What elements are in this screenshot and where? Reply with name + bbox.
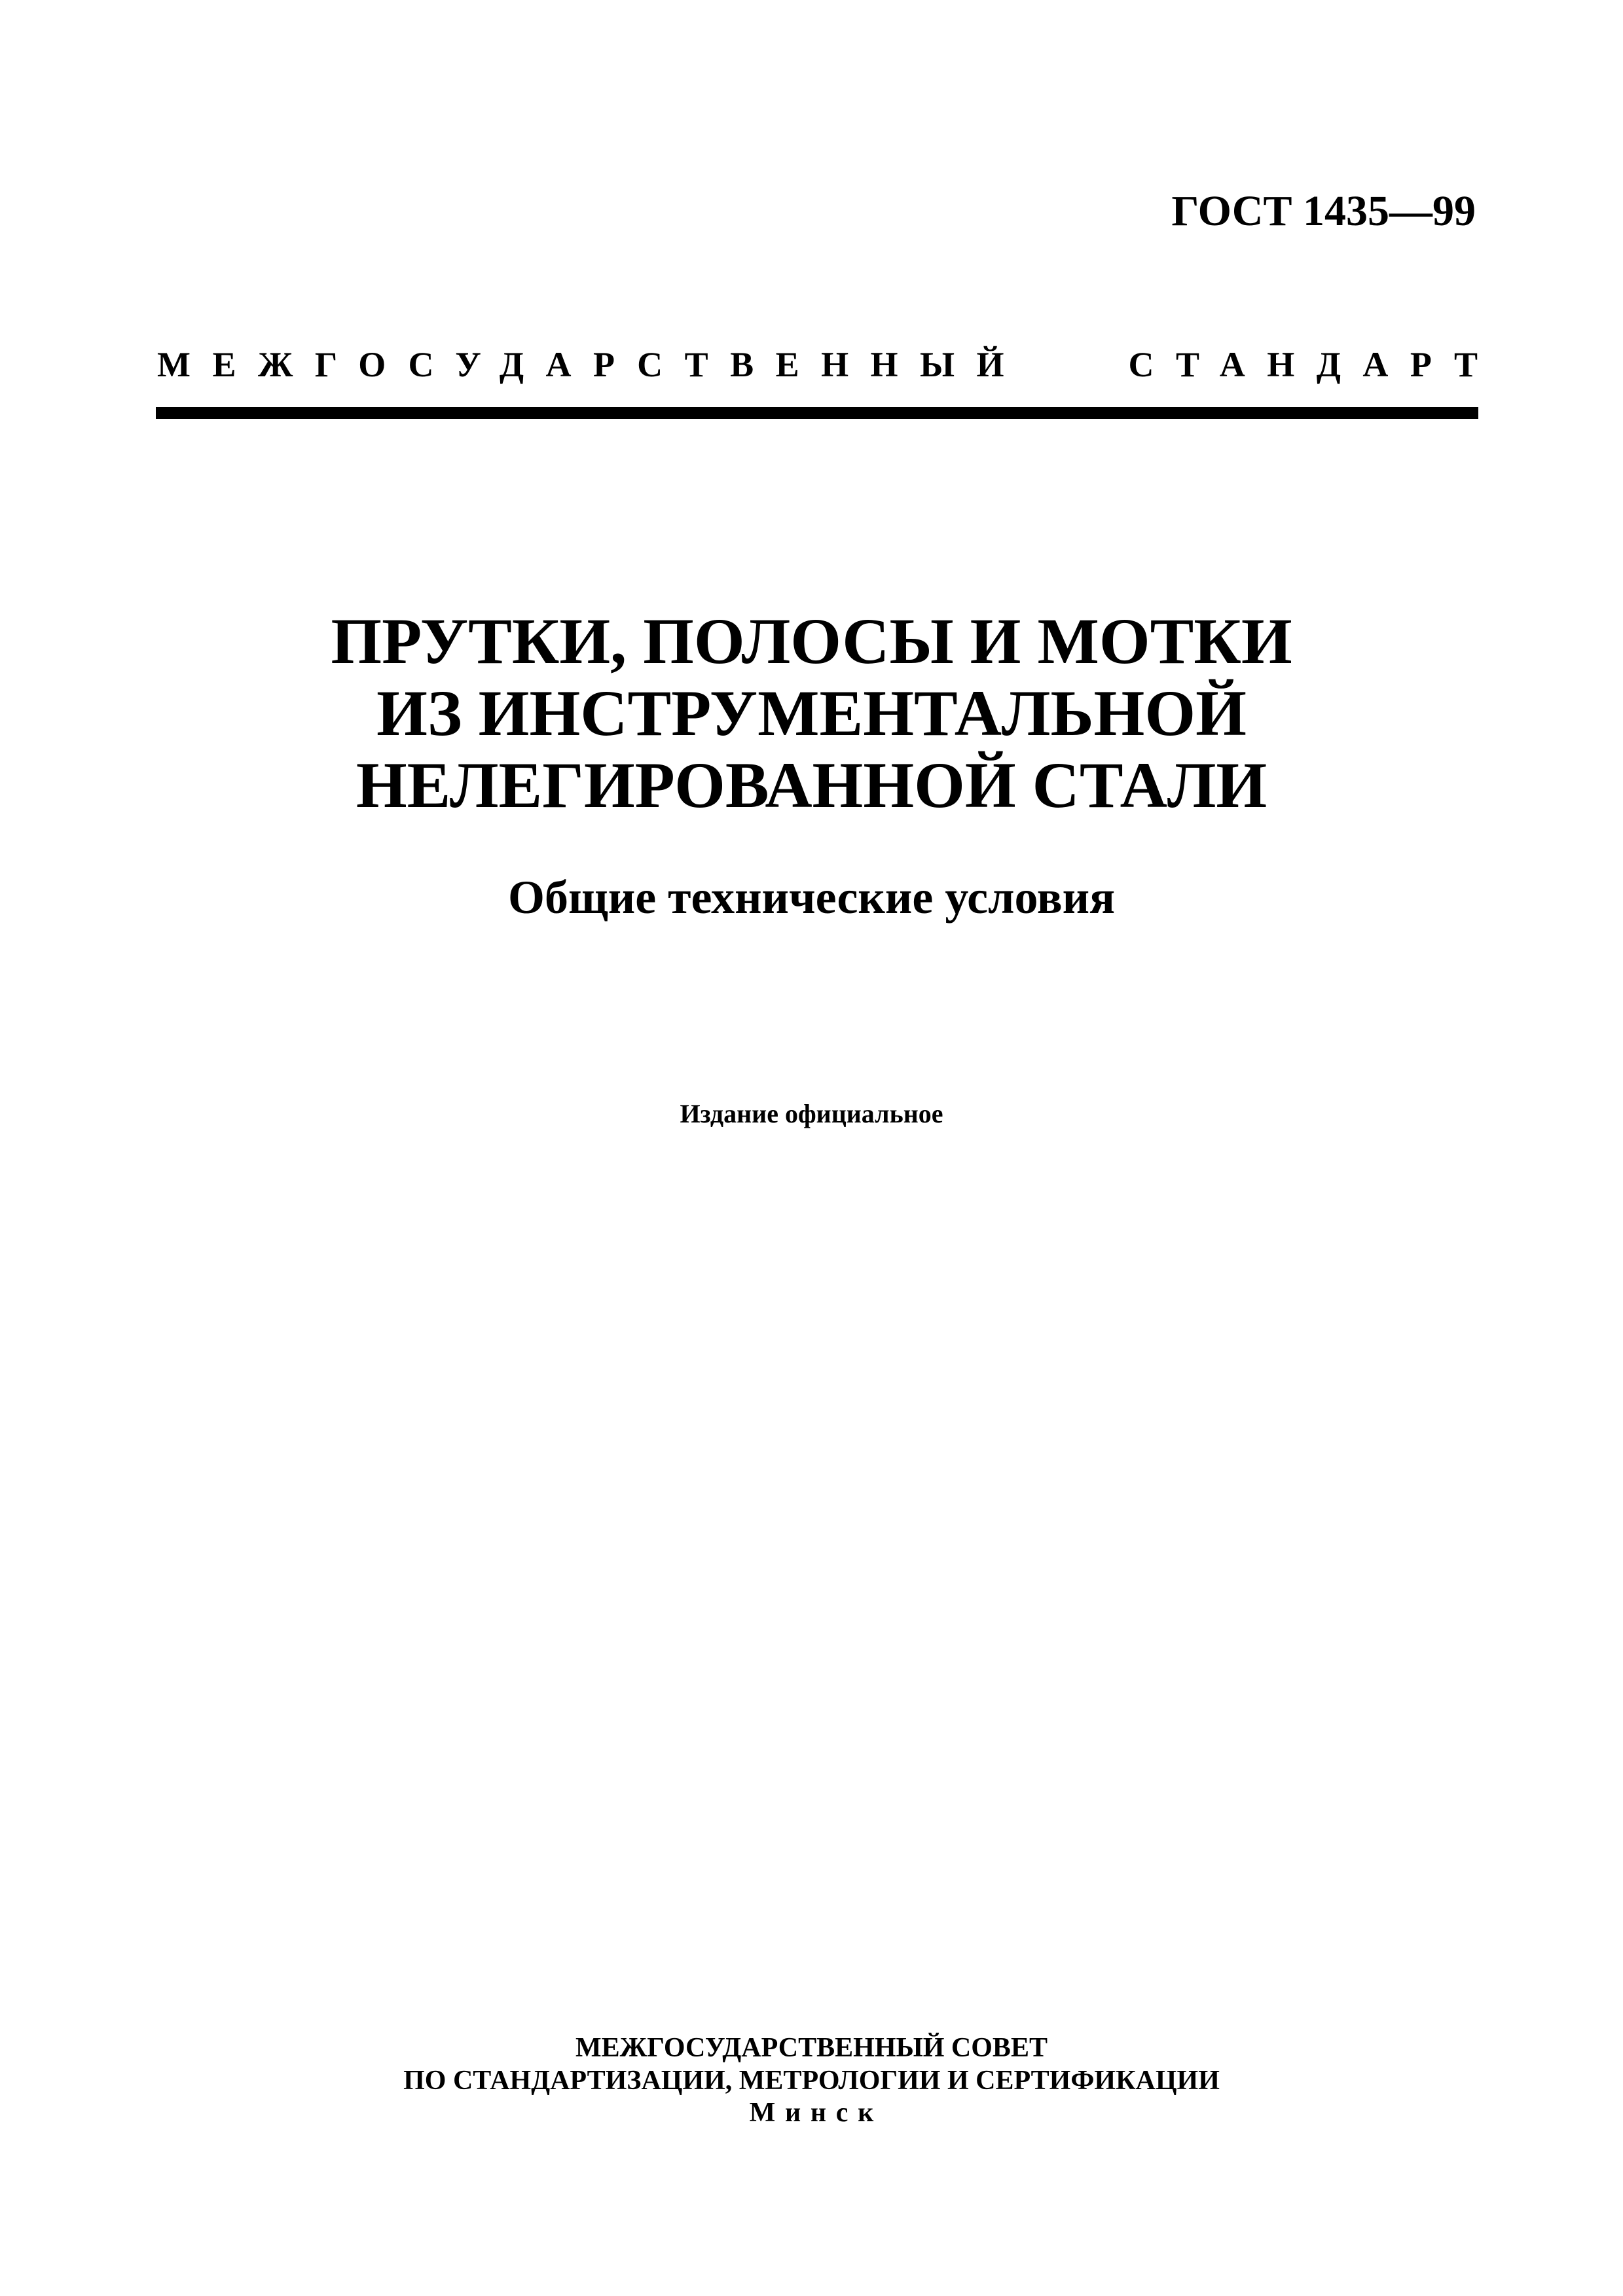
standard-header-word-standard: СТАНДАРТ	[1128, 345, 1500, 384]
document-title-line-1: ПРУТКИ, ПОЛОСЫ И МОТКИ	[331, 605, 1292, 677]
document-number: ГОСТ 1435—99	[1171, 187, 1476, 235]
publisher-city: Минск	[749, 2098, 884, 2128]
document-title	[0, 605, 1623, 821]
publisher-block	[0, 2032, 1623, 2130]
standard-header-word-interstate: МЕЖГОСУДАРСТВЕННЫЙ	[157, 345, 1027, 384]
document-title-line-3: НЕЛЕГИРОВАННОЙ СТАЛИ	[356, 749, 1267, 821]
document-subtitle: Общие технические условия	[507, 871, 1116, 924]
document-title-line-2: ИЗ ИНСТРУМЕНТАЛЬНОЙ	[376, 677, 1247, 749]
publisher-line-2: ПО СТАНДАРТИЗАЦИИ, МЕТРОЛОГИИ И СЕРТИФИКАЦИИ	[403, 2065, 1220, 2096]
edition-note: Издание официальное	[680, 1099, 943, 1128]
standard-header	[157, 345, 1500, 384]
publisher-line-1: МЕЖГОСУДАРСТВЕННЫЙ СОВЕТ	[575, 2033, 1048, 2063]
header-divider	[156, 407, 1478, 419]
